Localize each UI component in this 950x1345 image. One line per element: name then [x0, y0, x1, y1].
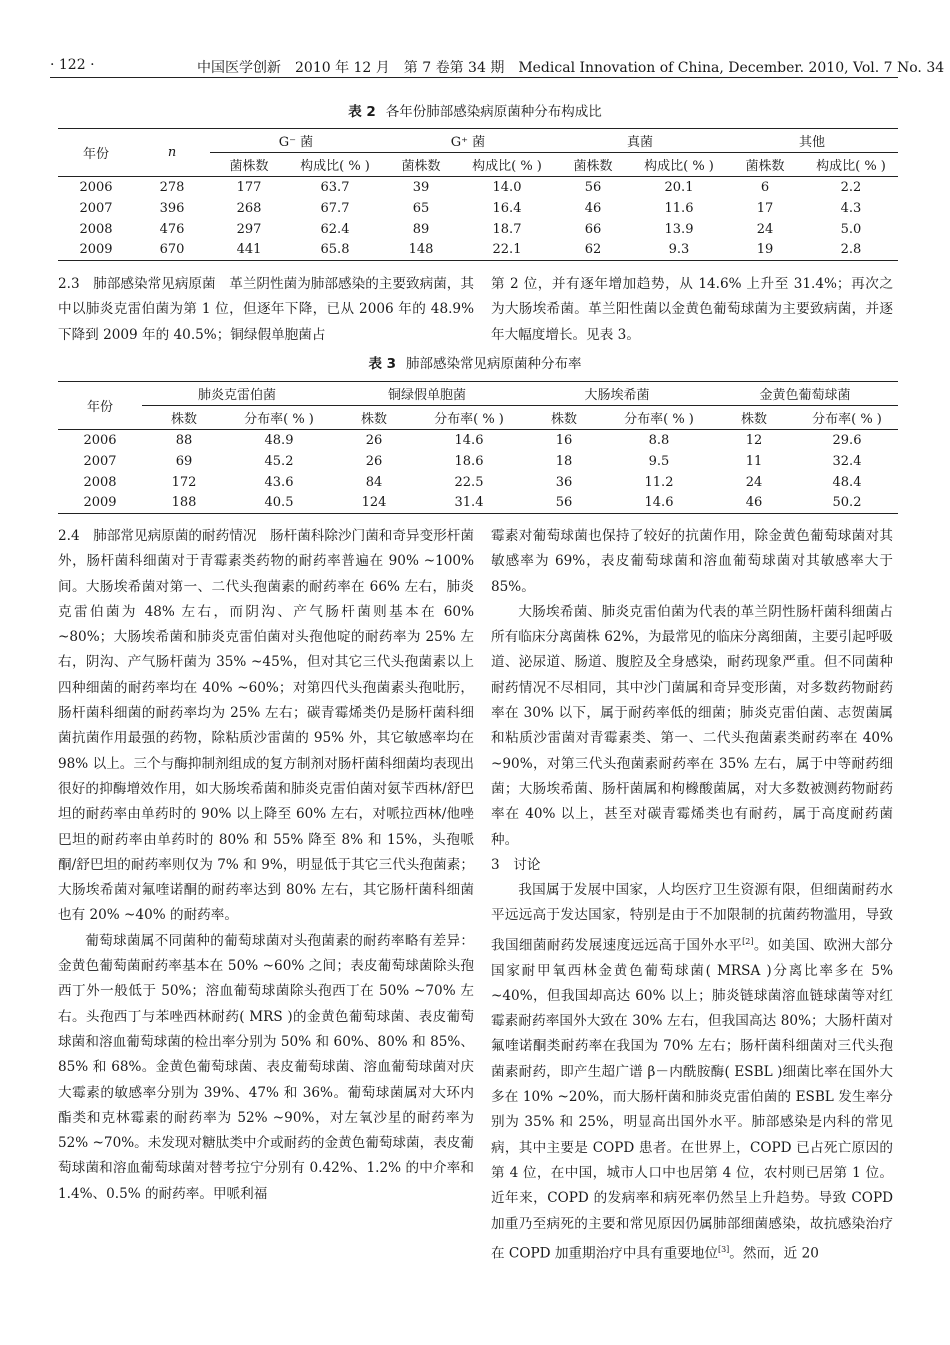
cell-percent: 4.3	[840, 200, 862, 216]
t2-body	[58, 177, 898, 261]
cell-year: 2007	[83, 453, 117, 469]
cell-count: 19	[726, 240, 804, 261]
cell-count: 188	[142, 493, 226, 514]
t2-sub-ratio: 构成比( % )	[460, 153, 554, 177]
cell-percent: 5.0	[840, 221, 862, 237]
cell-percent: 40.5	[226, 493, 332, 514]
table3-title: 肺部感染常见病原菌种分布率	[406, 356, 582, 372]
cell-count: 84	[365, 474, 383, 490]
table-row	[58, 219, 898, 240]
cell-count: 6	[760, 179, 770, 195]
cell-percent: 2.2	[840, 179, 862, 195]
page-number: · 122 ·	[50, 57, 95, 73]
cell-count: 56	[584, 179, 602, 195]
cell-percent: 2.8	[804, 240, 898, 261]
section-3-heading: 3 讨论	[491, 856, 541, 873]
cell-count: 177	[236, 179, 262, 195]
header-rule	[50, 77, 898, 78]
t2-sub-count: 菌株数	[210, 153, 288, 177]
table-row	[58, 240, 898, 261]
cell-percent: 50.2	[796, 493, 898, 514]
t2-sub-count: 菌株数	[554, 153, 632, 177]
citation-2: [2]	[742, 936, 754, 946]
table-row	[58, 177, 898, 198]
discussion-paragraph	[491, 878, 893, 1267]
t2-group-gneg: G⁻ 菌	[210, 129, 382, 153]
cell-percent: 11.2	[644, 474, 674, 490]
journal-line: 中国医学创新 2010 年 12 月 第 7 卷第 34 期 Medical Innovation of China, December. 2010, Vol. 7 No. 34	[197, 60, 945, 76]
t2-header-n: n	[134, 129, 210, 177]
t3-sub-count: 株数	[522, 406, 606, 430]
cell-count: 297	[236, 221, 262, 237]
table3-caption	[0, 352, 950, 372]
cell-year: 2008	[83, 474, 117, 490]
discussion-text-c: 。然而，近 20	[729, 1245, 819, 1262]
t2-sub-count: 菌株数	[382, 153, 460, 177]
cell-count: 56	[522, 493, 606, 514]
t3-sub-rate: 分布率( % )	[226, 406, 332, 430]
table2-title: 各年份肺部感染病原菌种分布构成比	[385, 104, 602, 120]
cell-percent: 16.4	[492, 200, 522, 216]
cell-percent: 18.6	[454, 453, 484, 469]
cell-count: 89	[412, 221, 430, 237]
discussion-text-a: 我国属于发展中国家，人均医疗卫生资源有限，但细菌耐药水平远远高于发达国家，特别是由于不加限制的抗菌药物滥用，导致我国细菌耐药发展速度远远高于国外水平	[491, 882, 893, 954]
cell-n: 278	[159, 179, 185, 195]
cell-count: 66	[584, 221, 602, 237]
cell-percent: 14.6	[606, 493, 712, 514]
cell-percent: 65.8	[288, 240, 382, 261]
t3-body	[58, 430, 898, 514]
t2-sub-ratio: 构成比( % )	[804, 153, 898, 177]
t2-group-fungi: 真菌	[554, 129, 726, 153]
cell-count: 36	[555, 474, 573, 490]
t2-header-year: 年份	[58, 129, 134, 177]
t3-group-pae: 铜绿假单胞菌	[332, 382, 522, 406]
t2-sub-ratio: 构成比( % )	[632, 153, 726, 177]
t3-group-sau: 金黄色葡萄球菌	[712, 382, 898, 406]
cell-n: 670	[134, 240, 210, 261]
cell-percent: 22.1	[460, 240, 554, 261]
cell-count: 69	[175, 453, 193, 469]
t3-sub-rate: 分布率( % )	[796, 406, 898, 430]
cell-count: 172	[171, 474, 197, 490]
cell-count: 26	[365, 432, 383, 448]
cell-percent: 29.6	[832, 432, 862, 448]
cell-percent: 20.1	[664, 179, 694, 195]
cell-count: 24	[756, 221, 774, 237]
cell-count: 148	[382, 240, 460, 261]
t2-group-gpos: G⁺ 菌	[382, 129, 554, 153]
cell-count: 124	[332, 493, 416, 514]
cell-percent: 31.4	[416, 493, 522, 514]
cell-n: 396	[159, 200, 185, 216]
t3-sub-count: 株数	[712, 406, 796, 430]
left-column	[58, 524, 474, 1207]
cell-percent: 62.4	[320, 221, 350, 237]
enterobacteria-paragraph: 大肠埃希菌、肺炎克雷伯菌为代表的革兰阴性肠杆菌科细菌占所有临床分离菌株 62%，为最常见的临床分离细菌，主要引起呼吸道、泌尿道、肠道、腹腔及全身感染，耐药现象严重。但不同菌种耐药情况不尽相同，其中沙门菌属和奇异变形菌，对多数药物耐药率在 30% 以下，属于耐药率低的细菌；肺炎克雷伯菌、志贺菌属和粘质沙雷菌对青霉素类、第一、二代头孢菌素类耐药率在 40% ~90%，对第三代头孢菌素耐药率在 35% 左右，属于中等耐药细菌；大肠埃希菌、肠杆菌属和枸橼酸菌属，对大多数被测药物耐药率在 40% 以上，甚至对碳青霉烯类也有耐药，属于高度耐药菌种。	[491, 603, 893, 848]
cell-percent: 45.2	[264, 453, 294, 469]
running-header	[0, 53, 950, 77]
sec23-right-text: 第 2 位，并有逐年增加趋势，从 14.6% 上升至 31.4%；再次之为大肠埃希菌。革兰阳性菌以金黄色葡萄球菌为主要致病菌，并逐年大幅度增长。见表 3。	[491, 276, 893, 343]
sec23-right	[491, 272, 893, 348]
t3-sub-rate: 分布率( % )	[416, 406, 522, 430]
cell-count: 62	[554, 240, 632, 261]
table-row	[58, 451, 898, 472]
t3-sub-count: 株数	[142, 406, 226, 430]
cell-count: 12	[745, 432, 763, 448]
table-row	[58, 430, 898, 451]
cell-percent: 67.7	[320, 200, 350, 216]
table-row	[58, 493, 898, 514]
table3-label: 表 3	[368, 356, 397, 372]
cell-percent: 48.9	[264, 432, 294, 448]
cell-percent: 43.6	[264, 474, 294, 490]
cell-count: 46	[584, 200, 602, 216]
cell-year: 2007	[79, 200, 113, 216]
cell-percent: 9.3	[632, 240, 726, 261]
cell-n: 476	[159, 221, 185, 237]
t3-group-kpn: 肺炎克雷伯菌	[142, 382, 332, 406]
cell-count: 39	[412, 179, 430, 195]
t3-sub-count: 株数	[332, 406, 416, 430]
cell-year: 2009	[58, 493, 142, 514]
right-column	[491, 524, 893, 1267]
staph-paragraph: 葡萄球菌属不同菌种的葡萄球菌对头孢菌素的耐药率略有差异：金黄色葡萄菌耐药率基本在 50% ~60% 之间；表皮葡萄球菌除头孢西丁外一般低于 50%；溶血葡萄球菌除头孢西丁在 50% ~70% 左右。头孢西丁与苯唑西林耐药( MRS )的金黄色葡萄球菌、表皮葡萄球菌和溶血葡萄球菌的检出率分别为 50% 和 60%、80% 和 85%、85% 和 68%。金黄色葡萄球菌、表皮葡萄球菌、溶血葡萄球菌对庆大霉素的敏感率分别为 39%、47% 和 36%。葡萄球菌属对大环内酯类和克林霉素的耐药率为 52% ~90%，对左氧沙星的耐药率为 52% ~70%。未发现对糖肽类中介或耐药的金黄色葡萄球菌，表皮葡萄球菌和溶血葡萄球菌对替考拉宁分别有 0.42%、1.2% 的中介率和 1.4%、0.5% 的耐药率。甲哌利福	[58, 932, 474, 1202]
cell-count: 26	[365, 453, 383, 469]
t2-sub-ratio: 构成比( % )	[288, 153, 382, 177]
cell-percent: 8.8	[648, 432, 670, 448]
t2-group-other: 其他	[726, 129, 898, 153]
sec23-left	[58, 272, 474, 348]
citation-3: [3]	[717, 1244, 730, 1254]
table-row	[58, 472, 898, 493]
cell-count: 88	[175, 432, 193, 448]
cell-percent: 22.5	[454, 474, 484, 490]
cell-year: 2008	[79, 221, 113, 237]
rifampicin-paragraph: 霉素对葡萄球菌也保持了较好的抗菌作用，除金黄色葡萄球菌对其敏感率为 69%，表皮葡萄球菌和溶血葡萄球菌对其敏感率大于 85%。	[491, 528, 893, 595]
cell-count: 17	[756, 200, 774, 216]
cell-percent: 9.5	[648, 453, 670, 469]
cell-count: 18	[555, 453, 573, 469]
cell-year: 2006	[79, 179, 113, 195]
cell-percent: 18.7	[492, 221, 522, 237]
cell-count: 16	[555, 432, 573, 448]
table3	[58, 381, 898, 514]
cell-percent: 13.9	[664, 221, 694, 237]
table2	[58, 128, 898, 261]
cell-count: 441	[210, 240, 288, 261]
t3-header-year: 年份	[58, 382, 142, 430]
cell-percent: 14.6	[454, 432, 484, 448]
cell-count: 11	[745, 453, 763, 469]
table-row	[58, 198, 898, 219]
cell-year: 2009	[58, 240, 134, 261]
cell-count: 46	[712, 493, 796, 514]
t3-sub-rate: 分布率( % )	[606, 406, 712, 430]
table2-caption	[0, 100, 950, 120]
cell-percent: 32.4	[832, 453, 862, 469]
cell-year: 2006	[83, 432, 117, 448]
sec24-paragraph: 2.4 肺部常见病原菌的耐药情况 肠杆菌科除沙门菌和奇异变形杆菌外，肠杆菌科细菌对于青霉素类药物的耐药率普遍在 90% ~100% 间。大肠埃希菌对第一、二代头孢菌素的耐药率在 66% 左右，肺炎克雷伯菌为 48% 左右，而阴沟、产气肠杆菌则基本在 60% ~80%；大肠埃希菌和肺炎克雷伯菌对头孢他啶的耐药率为 25% 左右，阴沟、产气肠杆菌为 35% ~45%，但对其它三代头孢菌素以上四种细菌的耐药率均在 40% ~60%；对第四代头孢菌素头孢吡肟，肠杆菌科细菌的耐药率均为 25% 左右；碳青霉烯类仍是肠杆菌科细菌抗菌作用最强的药物，除粘质沙雷菌的 95% 外，其它敏感率均在 98% 以上。三个与酶抑制剂组成的复方制剂对肠杆菌科细菌均表现出很好的抑酶增效作用，如大肠埃希菌和肺炎克雷伯菌对氨苄西林/舒巴坦的耐药率由单药时的 90% 以上降至 60% 左右，对哌拉西林/他唑巴坦的耐药率由单药时的 80% 和 55% 降至 8% 和 15%，头孢哌酮/舒巴坦的耐药率则仅为 7% 和 9%，明显低于其它三代头孢菌素；大肠埃希菌对氟喹诺酮的耐药率达到 80% 左右，其它肠杆菌科细菌也有 20% ~40% 的耐药率。	[58, 528, 474, 924]
cell-percent: 63.7	[320, 179, 350, 195]
cell-percent: 11.6	[664, 200, 694, 216]
t3-group-eco: 大肠埃希菌	[522, 382, 712, 406]
sec23-left-text: 2.3 肺部感染常见病原菌 革兰阴性菌为肺部感染的主要致病菌，其中以肺炎克雷伯菌为第 1 位，但逐年下降，已从 2006 年的 48.9% 下降到 2009 年的 40.5%；铜绿假单胞菌占	[58, 276, 474, 343]
table2-label: 表 2	[348, 104, 376, 120]
cell-percent: 48.4	[832, 474, 862, 490]
discussion-text-b: 。如美国、欧洲大部分国家耐甲氧西林金黄色葡萄球菌( MRSA )分离比率多在 5% ~40%，但我国却高达 60% 以上；肺炎链球菌溶血链球菌等对红霉素耐药率国外大致在 30% 左右，但我国高达 80%；大肠杆菌对氟喹诺酮类耐药率在我国为 70% 左右；肠杆菌科细菌对三代头孢菌素耐药，即产生超广谱 β－内酰胺酶( ESBL )细菌比率在国外大多在 10% ~20%，而大肠杆菌和肺炎克雷伯菌的 ESBL 发生率分别为 35% 和 25%，明显高出国外水平。肺部感染是内科的常见病，其中主要是 COPD 患者。在世界上，COPD 已占死亡原因的第 4 位，在中国，城市人口中也居第 4 位，农村则已居第 1 位。近年来，COPD 的发病率和病死率仍然呈上升趋势。导致 COPD 加重乃至病死的主要和常见原因仍属肺部细菌感染，故抗感染治疗在 COPD 加重期治疗中具有重要地位	[491, 937, 894, 1262]
cell-count: 65	[412, 200, 430, 216]
cell-percent: 14.0	[492, 179, 522, 195]
cell-count: 268	[236, 200, 262, 216]
t2-sub-count: 菌株数	[726, 153, 804, 177]
cell-count: 24	[745, 474, 763, 490]
